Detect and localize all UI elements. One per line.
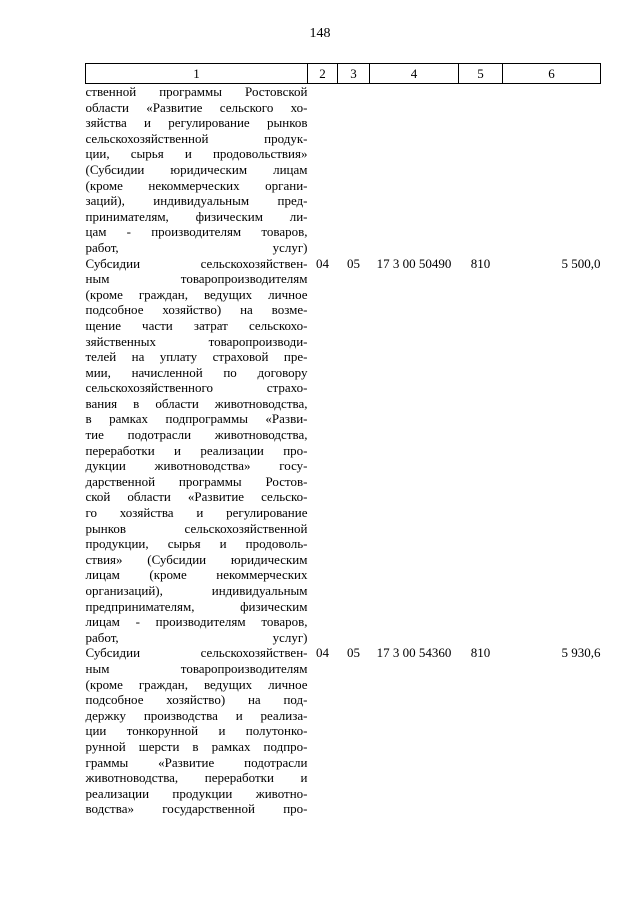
row-description <box>86 256 308 646</box>
description-line: продукции, сырья и продоволь- <box>85 536 308 552</box>
description-line: тие подотрасли животноводства, <box>85 427 308 443</box>
description-line: го хозяйства и регулирование <box>85 505 308 521</box>
expense-type-code: 810 <box>470 255 491 271</box>
description-line: ской области «Развитие сельско- <box>85 489 308 505</box>
description-line: дарственной программы Ростов- <box>85 473 308 489</box>
description-line: Субсидии сельскохозяйствен- <box>85 645 308 661</box>
target-article-code: 17 3 00 50490 <box>376 255 452 271</box>
description-line: подсобное хозяйство) на под- <box>85 692 308 708</box>
section-code: 04 <box>316 645 329 661</box>
description-line: (кроме некоммерческих органи- <box>85 177 308 193</box>
description-line: организаций), индивидуальным <box>85 583 308 598</box>
description-line: сельскохозяйственного страхо- <box>85 380 308 396</box>
expense-type-code <box>459 84 503 256</box>
description-line: Субсидии сельскохозяйствен- <box>85 255 308 271</box>
subsection-code: 05 <box>347 255 360 271</box>
description-line: граммы «Развитие подотрасли <box>85 754 308 770</box>
description-line: лицам - производителям товаров, <box>85 614 308 630</box>
page-number: 148 <box>309 26 331 41</box>
description-line: рунной шерсти в рамках подпро- <box>85 738 308 754</box>
description-line: ным товаропроизводителям <box>85 660 308 676</box>
description-line: щение части затрат сельскохо- <box>85 317 308 333</box>
column-header-2: 2 <box>308 64 338 84</box>
description-line: переработки и реализации про- <box>85 442 308 458</box>
target-article-code <box>370 84 459 256</box>
description-line: работ, услуг) <box>85 239 308 255</box>
table-row <box>86 256 601 646</box>
expense-type-code: 810 <box>470 645 491 661</box>
description-line: принимателям, физическим ли- <box>85 208 308 224</box>
column-header-6: 6 <box>503 64 601 84</box>
amount: 5 500,0 <box>561 255 601 271</box>
description-line: ствия» (Субсидии юридическим <box>85 551 308 567</box>
table-row <box>86 645 601 817</box>
description-line: ственной программы Ростовской <box>85 84 308 99</box>
column-header-4: 4 <box>370 64 459 84</box>
subsection-code <box>338 84 370 256</box>
description-line: (кроме граждан, ведущих личное <box>85 676 308 692</box>
description-line: ции, сырья и продовольствия» <box>85 146 308 162</box>
description-line: сельскохозяйственной продук- <box>85 130 308 146</box>
row-description <box>86 84 308 256</box>
description-line: в рамках подпрограммы «Разви- <box>85 411 308 427</box>
column-header-3: 3 <box>338 64 370 84</box>
description-line: лицам (кроме некоммерческих <box>85 567 308 583</box>
description-line: мии, начисленной по договору <box>85 364 308 380</box>
description-line: работ, услуг) <box>85 629 308 645</box>
column-header-5: 5 <box>459 64 503 84</box>
description-line: цам - производителям товаров, <box>85 224 308 240</box>
description-line: реализации продукции животно- <box>85 785 308 801</box>
description-line: зяйственных товаропроизводи- <box>85 333 308 349</box>
description-line: животноводства, переработки и <box>85 770 308 786</box>
description-line: подсобное хозяйство) на возме- <box>85 302 308 318</box>
description-line: зяйства и регулирование рынков <box>85 115 308 131</box>
column-header-1: 1 <box>86 64 308 84</box>
description-line: вания в области животноводства, <box>85 395 308 411</box>
amount: 5 930,6 <box>561 645 601 661</box>
description-line: держку производства и реализа- <box>85 707 308 723</box>
description-line: ции тонкорунной и полутонко- <box>85 723 308 739</box>
table-header-row <box>86 64 601 84</box>
section-code <box>308 84 338 256</box>
description-line: телей на уплату страховой пре- <box>85 349 308 365</box>
description-line: (Субсидии юридическим лицам <box>85 161 308 177</box>
row-description <box>86 645 308 817</box>
description-line: области «Развитие сельского хо- <box>85 99 308 115</box>
description-line: ным товаропроизводителям <box>85 271 308 287</box>
target-article-code: 17 3 00 54360 <box>376 645 452 661</box>
description-line: предпринимателям, физическим <box>85 598 308 614</box>
table-row <box>86 84 601 256</box>
amount <box>503 84 601 256</box>
subsection-code: 05 <box>347 645 360 661</box>
description-line: дукции животноводства» госу- <box>85 458 308 474</box>
description-line: заций), индивидуальным пред- <box>85 193 308 209</box>
description-line: водства» государственной про- <box>85 801 308 817</box>
description-line: (кроме граждан, ведущих личное <box>85 286 308 302</box>
budget-table <box>85 63 601 817</box>
description-line: рынков сельскохозяйственной <box>85 520 308 536</box>
section-code: 04 <box>316 255 329 271</box>
